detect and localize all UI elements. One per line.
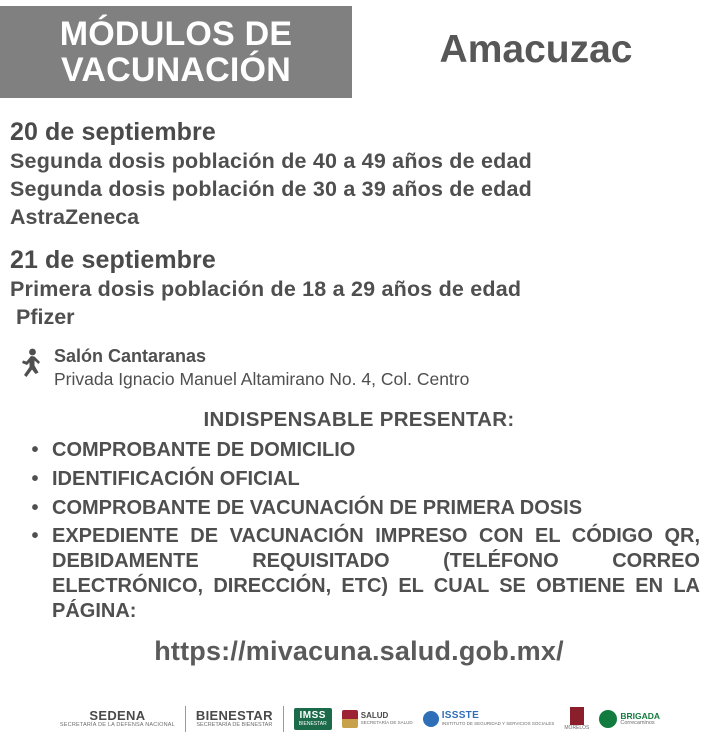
vaccine-registry-url[interactable]: https://mivacuna.salud.gob.mx/ — [154, 635, 564, 666]
spacer — [10, 234, 712, 246]
bullet-icon: • — [31, 439, 39, 461]
schedule-dose-line: Segunda dosis población de 30 a 39 años de edad — [10, 177, 532, 201]
issste-emblem-icon — [423, 711, 439, 727]
schedule-date: 20 de septiembre — [10, 118, 216, 146]
footer-logos — [0, 702, 720, 736]
brigada-logo-label: BRIGADA — [620, 710, 661, 721]
issste-logo — [423, 711, 555, 727]
bienestar-logo — [196, 709, 273, 728]
sedena-logo-sublabel: SECRETARÍA DE LA DEFENSA NACIONAL — [59, 721, 175, 728]
imss-logo-label: IMSS — [299, 710, 326, 722]
salud-logo-sublabel: SECRETARÍA DE SALUD — [360, 719, 413, 725]
requirements-title: INDISPENSABLE PRESENTAR: — [203, 408, 515, 431]
morelos-logo — [564, 707, 589, 731]
venue-text — [48, 346, 469, 390]
brigada-logo — [599, 710, 660, 728]
morelos-emblem-icon — [570, 707, 584, 725]
logo-divider — [283, 706, 284, 732]
pedestrian-icon — [14, 346, 48, 378]
brigada-logo-sublabel: Correcaminos — [620, 719, 655, 726]
list-item — [18, 438, 700, 463]
schedule-section — [0, 104, 720, 667]
schedule-block — [10, 246, 712, 330]
bienestar-logo-label: BIENESTAR — [195, 708, 273, 724]
salud-logo-label: SALUD — [360, 711, 389, 721]
logo-divider — [185, 706, 186, 732]
imss-logo — [294, 708, 332, 730]
venue-name: Salón Cantaranas — [54, 346, 207, 366]
header — [0, 0, 720, 104]
salud-emblem-icon — [342, 710, 358, 728]
bullet-icon: • — [31, 496, 39, 519]
bienestar-logo-sublabel: SECRETARÍA DE BIENESTAR — [196, 721, 273, 728]
issste-logo-label: ISSSTE — [441, 710, 480, 722]
list-item — [18, 524, 700, 623]
list-item — [18, 467, 700, 492]
sedena-logo-label: SEDENA — [89, 708, 146, 724]
venue-section — [10, 346, 712, 390]
schedule-date: 21 de septiembre — [10, 246, 216, 274]
schedule-block — [10, 118, 712, 230]
list-item — [18, 496, 700, 521]
schedule-vaccine: Pfizer — [16, 305, 75, 329]
bullet-icon: • — [31, 525, 39, 548]
requirement-text: COMPROBANTE DE DOMICILIO — [52, 439, 356, 461]
brigada-emblem-icon — [599, 710, 617, 728]
header-banner — [0, 6, 352, 98]
morelos-logo-sublabel: MORELOS — [564, 724, 590, 731]
requirement-text: COMPROBANTE DE VACUNACIÓN DE PRIMERA DOSIS — [52, 496, 583, 519]
page-title: Amacuzac — [439, 28, 633, 71]
schedule-vaccine: AstraZeneca — [10, 205, 140, 229]
issste-logo-sublabel: INSTITUTO DE SEGURIDAD Y SERVICIOS SOCIALES — [441, 720, 555, 726]
schedule-dose-line: Primera dosis población de 18 a 29 años de edad — [10, 277, 522, 301]
imss-logo-sublabel: BIENESTAR — [298, 720, 327, 727]
header-banner-title: MÓDULOS DE VACUNACIÓN — [59, 14, 293, 89]
sedena-logo — [60, 709, 175, 728]
requirement-text: EXPEDIENTE DE VACUNACIÓN IMPRESO CON EL CÓDIGO QR, DEBIDAMENTE REQUISITADO (TELÉFONO CORREO ELECTRÓNICO, DIRECCIÓN, ETC) EL CUAL SE OBTIENE EN LA PÁGINA: — [52, 525, 700, 622]
bullet-icon: • — [31, 467, 39, 490]
requirement-text: IDENTIFICACIÓN OFICIAL — [52, 467, 300, 490]
venue-address: Privada Ignacio Manuel Altamirano No. 4, Col. Centro — [54, 369, 470, 389]
schedule-dose-line: Segunda dosis población de 40 a 49 años de edad — [10, 149, 532, 173]
requirements-section — [10, 408, 712, 667]
salud-logo — [342, 710, 413, 728]
